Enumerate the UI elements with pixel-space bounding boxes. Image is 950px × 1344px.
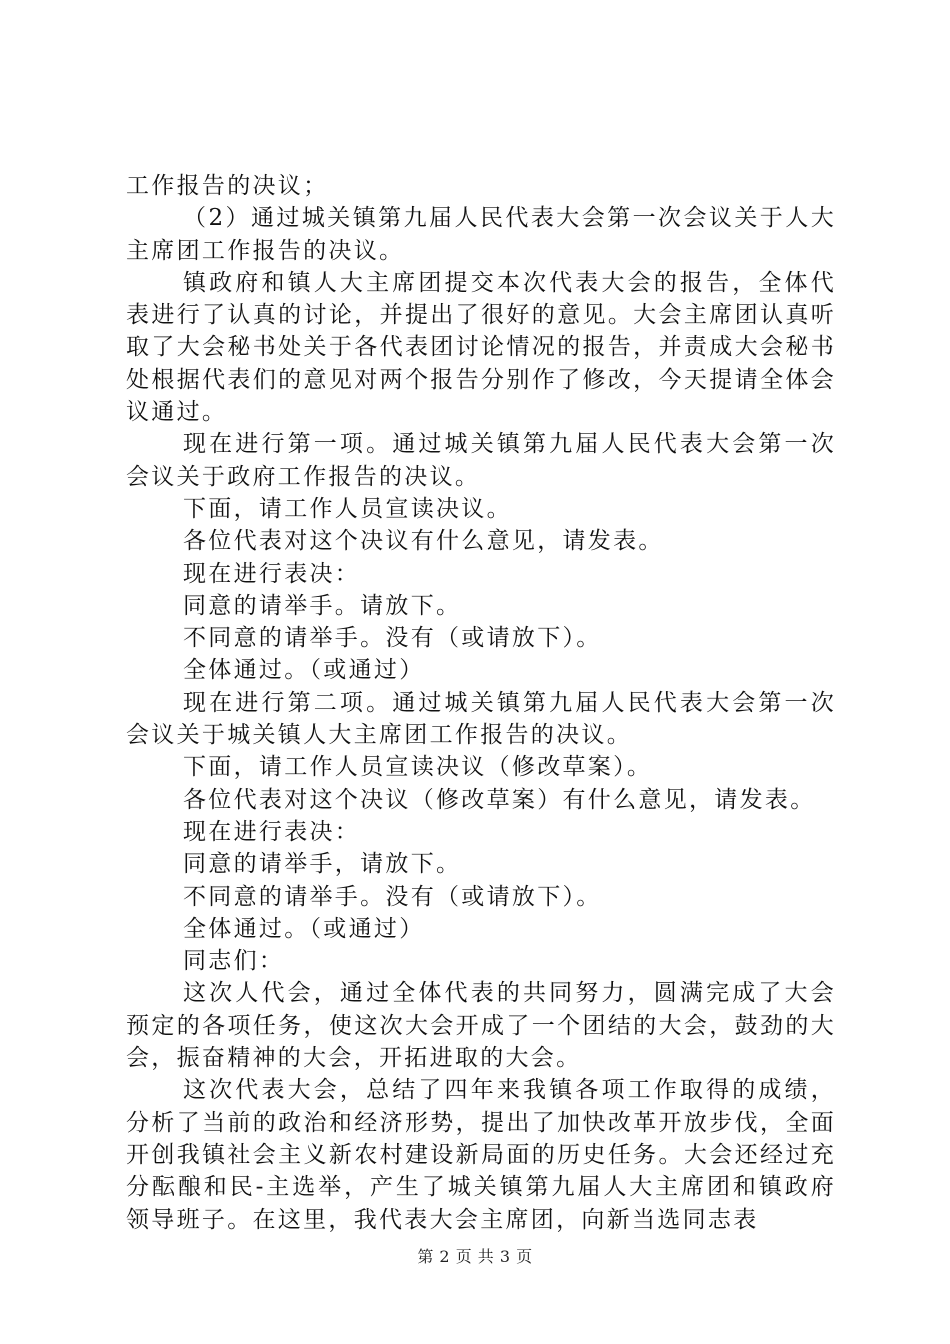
document-body xyxy=(126,170,836,1236)
paragraph: 现在进行第二项。通过城关镇第九届人民代表大会第一次会议关于城关镇人大主席团工作报告的决议。 xyxy=(126,689,836,749)
paragraph: （2）通过城关镇第九届人民代表大会第一次会议关于人大主席团工作报告的决议。 xyxy=(126,205,836,264)
paragraph: 全体通过。（或通过） xyxy=(183,915,425,942)
paragraph: 同意的请举手。请放下。 xyxy=(183,592,462,619)
paragraph: 这次人代会，通过全体代表的共同努力，圆满完成了大会预定的各项任务，使这次大会开成了一个团结的大会，鼓劲的大会，振奋精神的大会，开拓进取的大会。 xyxy=(126,980,836,1072)
paragraph: 现在进行表决： xyxy=(183,818,361,845)
paragraph: 同志们： xyxy=(183,948,285,975)
paragraph: 现在进行表决： xyxy=(183,560,361,587)
paragraph: 镇政府和镇人大主席团提交本次代表大会的报告，全体代表进行了认真的讨论，并提出了很好的意见。大会主席团认真听取了大会秘书处关于各代表团讨论情况的报告，并责成大会秘书处根据代表们的意见对两个报告分别作了修改，今天提请全体会议通过。 xyxy=(126,269,836,426)
paragraph: 不同意的请举手。没有（或请放下）。 xyxy=(183,883,602,910)
paragraph: 不同意的请举手。没有（或请放下）。 xyxy=(183,625,602,652)
paragraph: 工作报告的决议； xyxy=(126,173,329,199)
paragraph: 现在进行第一项。通过城关镇第九届人民代表大会第一次会议关于政府工作报告的决议。 xyxy=(126,431,836,490)
paragraph: 各位代表对这个决议有什么意见，请发表。 xyxy=(183,528,664,555)
paragraph: 同意的请举手，请放下。 xyxy=(183,851,462,878)
paragraph: 各位代表对这个决议（修改草案）有什么意见，请发表。 xyxy=(183,786,816,813)
page-footer: 第 2 页 共 3 页 xyxy=(417,1247,533,1266)
paragraph: 下面，请工作人员宣读决议。 xyxy=(183,495,512,522)
paragraph: 这次代表大会，总结了四年来我镇各项工作取得的成绩，分析了当前的政治和经济形势，提出了加快改革开放步伐，全面开创我镇社会主义新农村建设新局面的历史任务。大会还经过充分酝酿和民-主选举，产生了城关镇第九届人大主席团和镇政府领导班子。在这里，我代表大会主席团，向新当选同志表 xyxy=(126,1077,836,1233)
paragraph: 全体通过。（或通过） xyxy=(183,657,425,684)
paragraph: 下面，请工作人员宣读决议（修改草案）。 xyxy=(183,754,653,781)
